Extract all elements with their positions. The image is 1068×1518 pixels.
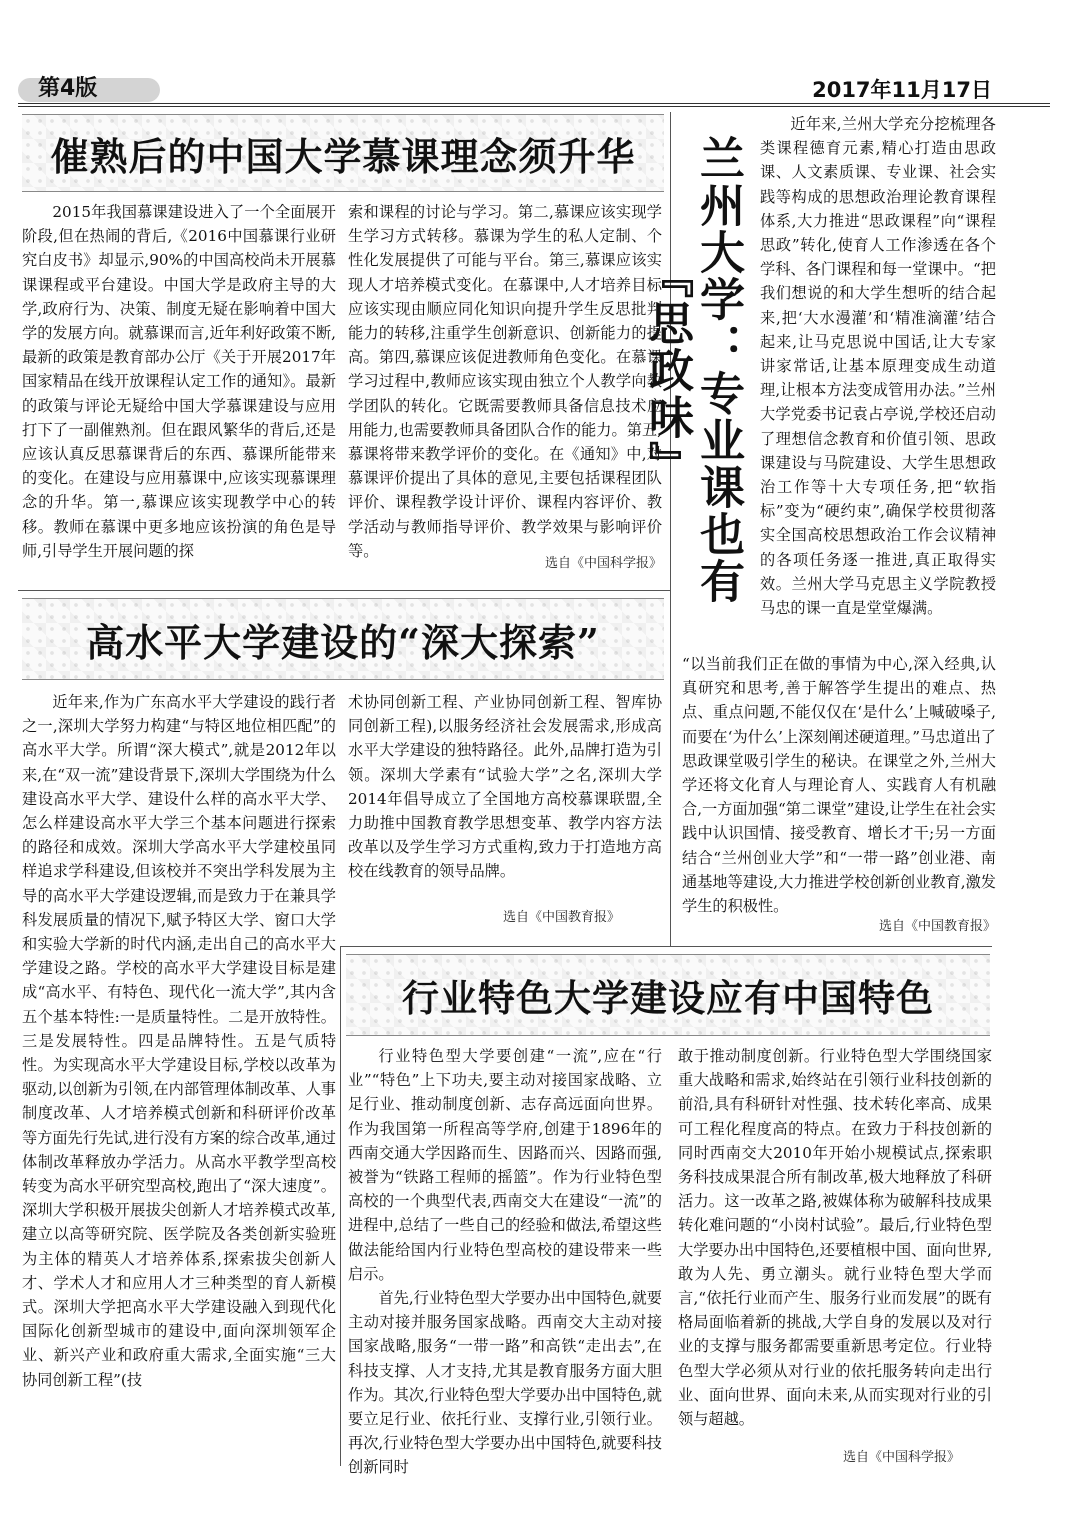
header-rule bbox=[18, 103, 1050, 104]
article-shenzhen-source: 选自《中国教育报》 bbox=[502, 910, 620, 925]
article-mooc-paragraph-1: 2015年我国慕课建设进入了一个全面展开阶段,但在热闹的背后,《2016中国慕课行业研究白皮书》却显示,90%的中国高校尚未开展慕课课程或平台建设。中国大学是政府主导的大学,政府行为、决策、制度无疑在影响着中国大学的发展方向。就慕课而言,近年利好政策不断,最新的政策是教育部办公厅《关于开展2017年国家精品在线开放课程认定工作的通知》。最新的政策与评论无疑给中国大学慕课建设与应用打下了一副催熟剂。但在跟风繁华的背后,还是应该认真反思慕课背后的东西、慕课所能带来的变化。在建设与应用慕课中,应该实现慕课理念的升华。第一,慕课应该实现教学中心的转移。教师在慕课中更多地应该扮演的角色是导师,引导学生开展问题的探 bbox=[22, 203, 336, 560]
article-mooc-column-1 bbox=[22, 200, 336, 580]
header-rule-thin bbox=[18, 106, 1050, 107]
article-lanzhou-column-bottom bbox=[682, 652, 996, 942]
article-lanzhou-paragraph-2: “以当前我们正在做的事情为中心,深入经典,认真研究和思考,善于解答学生提出的难点、热点、重点问题,不能仅仅在‘是什么’上喊破嗓子,而要在‘为什么’上深刻阐述硬道理。”马忠道出了思政课堂吸引学生的秘诀。在课堂之外,兰州大学还将文化育人与理论育人、实践育人有机融合,一方面加强“第二课堂”建设,让学生在社会实践中认识国情、接受教育、增长才干;另一方面结合“兰州创业大学”和“一带一路”创业港、南通基地等建设,大力推进学校创新创业教育,激发学生的积极性。 bbox=[682, 655, 996, 916]
article-shenzhen-paragraph-2: 术协同创新工程、产业协同创新工程、智库协同创新工程),以服务经济社会发展需求,形成高水平大学建设的独特路径。此外,品牌打造为引领。深圳大学素有“试验大学”之名,深圳大学2014年倡导成立了全国地方高校慕课联盟,全力助推中国教育教学思想变革、教学内容方法改革以及学生学习方式重构,致力于打造地方高校在线教育的领导品牌。 bbox=[348, 693, 662, 881]
column-divider bbox=[670, 112, 671, 946]
article-mooc-paragraph-2: 索和课程的讨论与学习。第二,慕课应该实现学生学习方式转移。慕课为学生的私人定制、个性化发展提供了可能与平台。第三,慕课应该实现人才培养模式变化。在慕课中,人才培养目标应该实现由顺应同化知识向提升学生反思批判能力的转移,注重学生创新意识、创新能力的提高。第四,慕课应该促进教师角色变化。在慕课学习过程中,教师应该实现由独立个人教学向教学团队的转化。它既需要教师具备信息技术应用能力,也需要教师具备团队合作的能力。第五,慕课将带来教学评价的变化。在《通知》中,对慕课评价提出了具体的意见,主要包括课程团队评价、课程教学设计评价、课程内容评价、教学活动与教师指导评价、教学效果与影响评价等。 bbox=[348, 203, 662, 560]
article-mooc-column-2 bbox=[348, 200, 662, 580]
column-divider-2 bbox=[340, 946, 341, 1466]
issue-date: 2017年11月17日 bbox=[812, 78, 992, 102]
article-industry-paragraph-3: 敢于推动制度创新。行业特色型大学围绕国家重大战略和需求,始终站在引领行业科技创新的前沿,具有科研针对性强、技术转化率高、成果可工程化程度高的特点。在致力于科技创新的同时西南交大2010年开始小规模试点,探索职务科技成果混合所有制改革,极大地释放了科研活力。这一改革之路,被媒体称为破解科技成果转化难问题的“小岗村试验”。最后,行业特色型大学要办出中国特色,还要植根中国、面向世界,敢为人先、勇立潮头。就行业特色型大学而言,“依托行业而产生、服务行业而发展”的既有格局面临着新的挑战,大学自身的发展以及对行业的支撑与服务都需要重新思考定位。行业特色型大学必须从对行业的依托服务转向走出行业、面向世界、面向未来,从而实现对行业的引领与超越。 bbox=[678, 1047, 992, 1429]
section-divider bbox=[18, 590, 670, 591]
article-lanzhou-title: 兰州大学：专业课也有『思政味』 bbox=[641, 135, 745, 605]
article-mooc-source: 选自《中国科学报》 bbox=[520, 552, 662, 571]
article-lanzhou-paragraph-1: 近年来,兰州大学充分挖梳理各类课程德育元素,精心打造由思政课、人文素质课、专业课、社会实践等构成的思想政治理论教育课程体系,大力推进“思政课程”向“课程思政”转化,使育人工作渗透在各个学科、各门课程和每一堂课中。“把我们想说的和大学生想听的结合起来,把‘大水漫灌’和‘精准滴灌’结合起来,让马克思说中国话,让大专家讲家常话,让基本原理变成生动道理,让根本方法变成管用办法。”兰州大学党委书记袁占亭说,学校还启动了理想信念教育和价值引领、思政课建设与马院建设、大学生思想政治工作等十大专项任务,把“软指标”变为“硬约束”,确保学校贯彻落实全国高校思想政治工作会议精神的各项任务逐一推进,真正取得实效。兰州大学马克思主义学院教授马忠的课一直是堂堂爆满。 bbox=[760, 115, 996, 618]
article-mooc-title: 催熟后的中国大学慕课理念须升华 bbox=[22, 114, 664, 192]
article-industry-title: 行业特色大学建设应有中国特色 bbox=[346, 954, 990, 1036]
article-shenzhen-title: 高水平大学建设的“深大探索” bbox=[22, 598, 664, 680]
article-industry-paragraph-2: 首先,行业特色型大学要办出中国特色,就要主动对接并服务国家战略。西南交大主动对接国家战略,服务“一带一路”和高铁“走出去”,在科技支撑、人才支持,尤其是教育服务方面大胆作为。其次,行业特色型大学要办出中国特色,就要立足行业、依托行业、支撑行业,引领行业。再次,行业特色型大学要办出中国特色,就要科技创新同时 bbox=[348, 1289, 662, 1477]
article-industry-source: 选自《中国科学报》 bbox=[842, 1450, 960, 1465]
article-shenzhen-paragraph-1: 近年来,作为广东高水平大学建设的践行者之一,深圳大学努力构建“与特区地位相匹配”的高水平大学。所谓“深大模式”,就是2012年以来,在“双一流”建设背景下,深圳大学围绕为什么建设高水平大学、建设什么样的高水平大学、怎么样建设高水平大学三个基本问题进行探索的路径和成效。深圳大学高水平大学建校虽同样追求学科建设,但该校并不突出学科发展为主导的高水平大学建设逻辑,而是致力于在兼具学科发展质量的情况下,赋予特区大学、窗口大学和实验大学新的时代内涵,走出自己的高水平大学建设之路。学校的高水平大学建设目标是建成“高水平、有特色、现代化一流大学”,其内含五个基本特性:一是质量特性。二是开放特性。三是发展特性。四是品牌特性。五是气质特性。为实现高水平大学建设目标,学校以改革为驱动,以创新为引领,在内部管理体制改革、人事制度改革、人才培养模式创新和科研评价改革等方面先行先试,进行没有方案的综合改革,通过体制改革释放办学活力。从高水平教学型高校转变为高水平研究型高校,跑出了“深大速度”。深圳大学积极开展拔尖创新人才培养模式改革,建立以高等研究院、医学院及各类创新实验班为主体的精英人才培养体系,探索拔尖创新人才、学术人才和应用人才三种类型的育人新模式。深圳大学把高水平大学建设融入到现代化国际化创新型城市的建设中,面向深圳领军企业、新兴产业和政府重大需求,全面实施“三大协同创新工程”(技 bbox=[22, 693, 336, 1389]
article-industry-column-2 bbox=[678, 1044, 992, 1444]
page-number: 第4版 bbox=[38, 76, 98, 101]
article-shenzhen-column-1 bbox=[22, 690, 336, 1480]
article-lanzhou-source: 选自《中国教育报》 bbox=[850, 915, 996, 934]
article-shenzhen-column-2 bbox=[348, 690, 662, 910]
article-industry-paragraph-1: 行业特色型大学要创建“一流”,应在“行业”“特色”上下功夫,要主动对接国家战略、立足行业、推动制度创新、志存高远面向世界。作为我国第一所程高等学府,创建于1896年的西南交通大学因路而生、因路而兴、因路而强,被誉为“铁路工程师的摇篮”。作为行业特色型高校的一个典型代表,西南交大在建设“一流”的进程中,总结了一些自己的经验和做法,希望这些做法能给国内行业特色型高校的建设带来一些启示。 bbox=[348, 1047, 662, 1283]
article-lanzhou-column-top bbox=[760, 112, 996, 652]
article-industry-column-1 bbox=[348, 1044, 662, 1477]
section-divider-2 bbox=[340, 946, 992, 947]
